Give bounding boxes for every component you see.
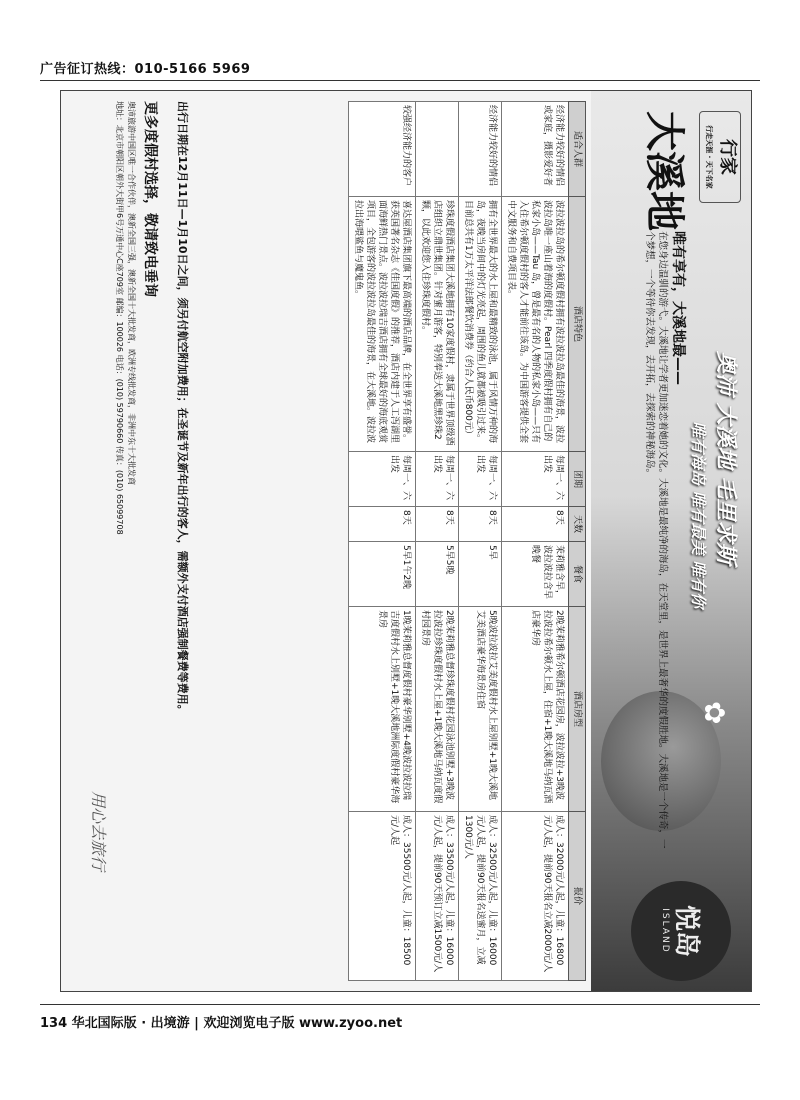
- cell-price: 成人：35500元/人起，儿童：18500元/人起: [349, 812, 416, 981]
- cell-room: 1晚茉莉雅总督度假村豪华别墅+4晚波拉波拉瑞吉度假村水上别墅+1晚大溪地洲际度假村豪华海景房: [349, 607, 416, 812]
- cell-room: 2晚茉莉雅总督珍珠度假村花园泳池别墅+3晚波拉波拉珍珠度假村水上屋+1晚大溪地马纳瓦度假村园景房: [416, 607, 459, 812]
- cell-group: 经济能力较好的情侣或家庭，摄影爱好者: [502, 102, 569, 197]
- travel-notice: 出行日期在12月11日—1月10日之间，须另付航空附加费用；在圣诞节及新年出行的客人，需额外支付酒店强制餐费等费用。: [176, 101, 189, 716]
- slogan-primary: 奥沛 大溪地 毛里求斯: [713, 351, 738, 565]
- bottom-divider: [40, 1004, 760, 1005]
- island-seal: [631, 881, 731, 981]
- table-row: [349, 102, 416, 981]
- cell-meal: 5早5晚: [416, 542, 459, 607]
- header-meal: 餐食: [569, 542, 586, 607]
- brand-logo: [699, 111, 741, 203]
- cell-days: 8天: [349, 507, 416, 542]
- header-group: 适合人群: [569, 102, 586, 197]
- cell-group: [416, 102, 459, 197]
- advertisement: [60, 90, 752, 992]
- contact-info: [113, 101, 137, 981]
- header-days: 天数: [569, 507, 586, 542]
- signature: 用心去旅行: [89, 791, 108, 872]
- cell-room: 5晚波拉波拉艾美度假村水上屋别墅+1晚大溪地艾美酒店豪华海景房住宿: [459, 607, 502, 812]
- cell-price: 成人：32000元/人起，儿童：16800元/人起，提前90天报名立减2000元/人: [502, 812, 569, 981]
- cell-days: 8天: [459, 507, 502, 542]
- contact-line-2: 地址：北京市朝阳区朝外大街甲6号万通中心C座709室 邮编：100026 电话：(010) 59790660 传真：(010) 65099708: [115, 101, 124, 535]
- table-row: [459, 102, 502, 981]
- package-table: [348, 101, 586, 981]
- call-to-action: 更多度假村选择，敬请致电垂询: [142, 101, 158, 297]
- cell-room: 2晚茉莉雅希尔顿酒店花园房，波拉波拉+3晚波拉波拉希尔顿水上屋，住宿+1晚大溪地马纳瓦酒店豪华房: [502, 607, 569, 812]
- table-row: [502, 102, 569, 981]
- ad-title: 大溪地: [641, 111, 687, 231]
- page-footer: 134 华北国际版 · 出境游 | 欢迎浏览电子版 www.zyoo.net: [40, 1016, 403, 1031]
- cell-feature: 拥有全世界最大的水上屋和最精致的泳池，属于风情万种的海岛，夜晚当房间中的灯光亮起，周围的鱼儿就都被吸引过来。目前总共有1万太平洋法郎餐饮消费券（约合人民币800元）: [459, 197, 502, 452]
- top-divider: [40, 80, 760, 81]
- logo-text: 行家: [717, 139, 738, 175]
- header-room: 酒店房型: [569, 607, 586, 812]
- header-date: 团期: [569, 452, 586, 507]
- cell-price: 成人：33500元/人起，儿童：16000元/人起，提前90天预订立减1500元/人: [416, 812, 459, 981]
- cell-feature: 波拉波拉岛的希尔顿度假村拥有波拉波拉岛最佳的海景，波拉波拉岛唯一座山着海的度假村。Pearl 四季度假村拥有自己的私家小岛——Tau 岛，曾是最有名的人物的私家小岛——只有入住希尔顿度假村的客人才能前往该岛。为中国游客提供全套中文服务和自费项目表。: [502, 197, 569, 452]
- cell-date: 每周一、六出发: [502, 452, 569, 507]
- table-header-row: [569, 102, 586, 981]
- cell-feature: 喜达屋酒店集团旗下最高端的酒店品牌，在全世界享有盛誉。获英国著名杂志《佳国度假》的推荐，酒店内建于人工泻湖里面海鲜热门景点。波拉波拉瑞吉酒店拥有全球最好的海底观赏项目，全包游客的波拉波拉岛最佳的海景，在大溪地。波拉波拉出海喂鲨鱼与魔鬼鱼。: [349, 197, 416, 452]
- cell-date: 每周一、六出发: [349, 452, 416, 507]
- seal-en: ISLAND: [660, 908, 670, 954]
- cell-days: 8天: [502, 507, 569, 542]
- header-feature: 酒店特色: [569, 197, 586, 452]
- ad-hotline: 广告征订热线：010-5166 5969: [40, 62, 251, 77]
- header-price: 报价: [569, 812, 586, 981]
- cell-meal: 5早: [459, 542, 502, 607]
- cell-days: 8天: [416, 507, 459, 542]
- cell-price: 成人：32500元/人起，儿童：16000元/人起，提前90天报名送蜜月，立减1300元/人: [459, 812, 502, 981]
- cell-feature: 珍珠度假酒店集团大溪地拥有10家度假村，隶属于世界顶级酒店组织立鼎世集团。针对蜜月游客，特别奉送大溪地黑珍珠2颗，以此欢迎您入住珍珠度假村。: [416, 197, 459, 452]
- slogan-secondary: 唯有海岛 唯有最美 唯有你: [689, 421, 708, 609]
- cell-date: 每周一、六出发: [459, 452, 502, 507]
- contact-line-1: 奥沛旅游中国区唯一合作伙伴，澳新全国三强，澳新全国十大批发商，欧洲专线批发商，非洲中东十大批发商: [127, 101, 136, 485]
- seal-text: 悦岛: [671, 904, 701, 957]
- logo-subtext: 行走天涯 · 天下名家: [705, 125, 713, 189]
- ad-subtitle: 唯有享有，大溪地最——: [670, 231, 686, 385]
- cell-meal: 茉莉雅含早，波拉波拉含早晚餐: [502, 542, 569, 607]
- table-row: [416, 102, 459, 981]
- cell-group: 较强经济能力的客户: [349, 102, 416, 197]
- flower-icon: ✿: [698, 701, 731, 725]
- cell-group: 经济能力较好的情侣: [459, 102, 502, 197]
- cell-meal: 5早1午2晚: [349, 542, 416, 607]
- cell-date: 每周一、六出发: [416, 452, 459, 507]
- rotated-ad-canvas: [61, 91, 751, 991]
- ad-description: 在您身边温驯的游弋。大溪地让学者更加迷恋着她的文化。大溪地是最纯净的海岛，在天堂里，是世界上最奢华的度假胜地。大溪地是一个传奇，一个梦想，一个等待你去发现，去开拓，去探索的神秘海岛。: [644, 231, 668, 849]
